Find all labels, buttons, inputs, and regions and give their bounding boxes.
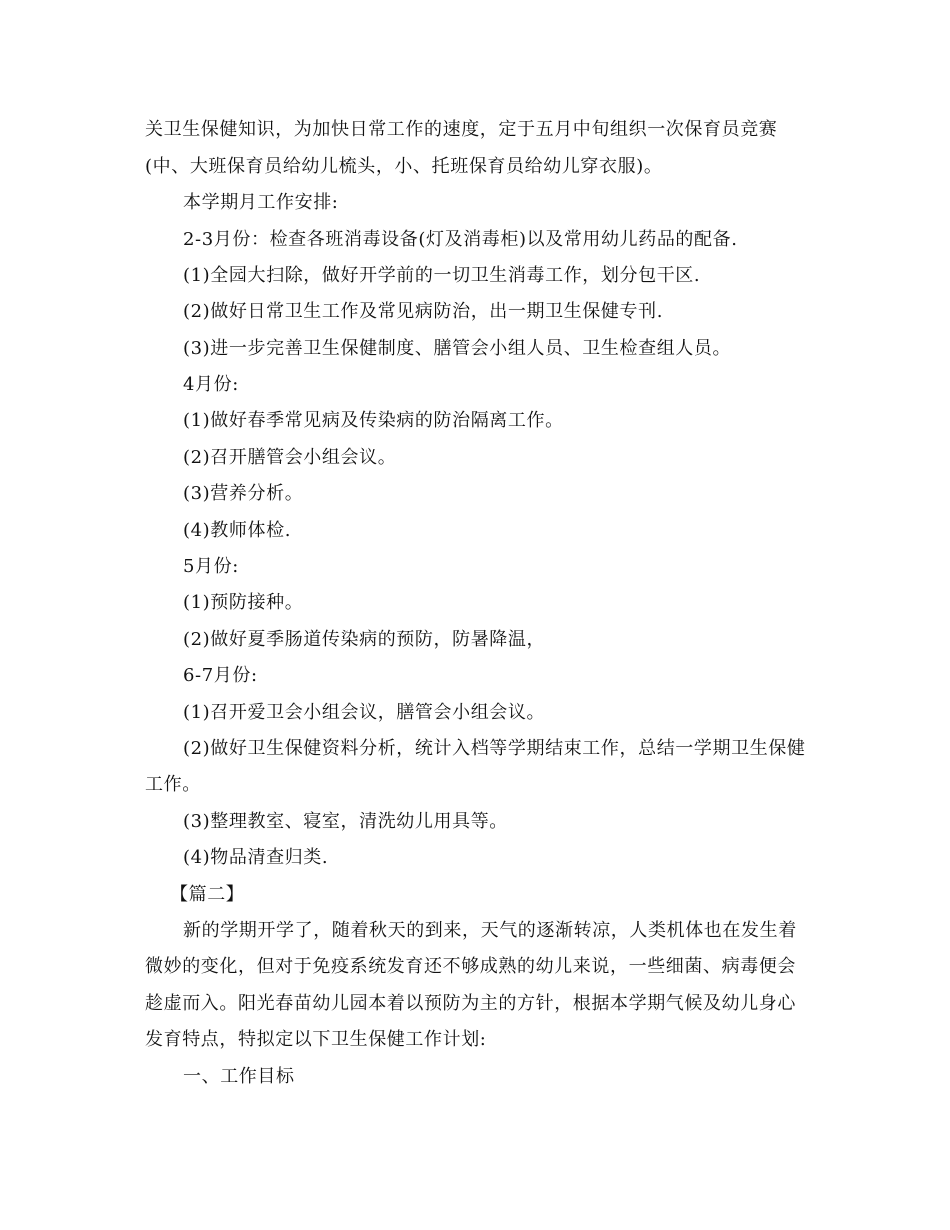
list-item: (1)预防接种。 <box>183 592 304 613</box>
list-item: (1)全园大扫除，做好开学前的一切卫生消毒工作，划分包干区. <box>183 265 701 286</box>
paragraph-line: (中、大班保育员给幼儿梳头，小、托班保育员给幼儿穿衣服)。 <box>145 156 663 177</box>
paragraph-line: 关卫生保健知识，为加快日常工作的速度，定于五月中旬组织一次保育员竞赛 <box>145 119 778 140</box>
paragraph-line: 趁虚而入。阳光春苗幼儿园本着以预防为主的方针，根据本学期气候及幼儿身心 <box>145 993 796 1014</box>
list-item: (2)做好卫生保健资料分析，统计入档等学期结束工作，总结一学期卫生保健 <box>183 738 806 759</box>
list-item: (4)教师体检. <box>183 520 292 541</box>
section-heading: 一、工作目标 <box>183 1066 295 1087</box>
list-item: (1)做好春季常见病及传染病的防治隔离工作。 <box>183 410 564 431</box>
list-item: (1)召开爱卫会小组会议，膳管会小组会议。 <box>183 702 546 723</box>
section-heading: 本学期月工作安排: <box>183 192 339 213</box>
list-item: (3)整理教室、寝室，清洗幼儿用具等。 <box>183 811 508 832</box>
list-item: (2)做好夏季肠道传染病的预防，防暑降温， <box>183 629 546 650</box>
month-heading: 2-3月份：检查各班消毒设备(灯及消毒柜)以及常用幼儿药品的配备. <box>183 229 738 250</box>
list-item-continuation: 工作。 <box>145 774 201 795</box>
month-heading: 5月份: <box>183 556 239 577</box>
paragraph-line: 微妙的变化，但对于免疫系统发育还不够成熟的幼儿来说，一些细菌、病毒便会 <box>145 956 796 977</box>
paragraph-line: 发育特点，特拟定以下卫生保健工作计划: <box>145 1029 487 1050</box>
part-heading: 【篇二】 <box>170 884 245 905</box>
paragraph-line: 新的学期开学了，随着秋天的到来，天气的逐渐转凉，人类机体也在发生着 <box>183 920 797 941</box>
list-item: (2)做好日常卫生工作及常见病防治，出一期卫生保健专刊. <box>183 301 664 322</box>
list-item: (2)召开膳管会小组会议。 <box>183 447 397 468</box>
list-item: (4)物品清查归类. <box>183 847 329 868</box>
list-item: (3)进一步完善卫生保健制度、膳管会小组人员、卫生检查组人员。 <box>183 338 732 359</box>
month-heading: 4月份: <box>183 374 239 395</box>
month-heading: 6-7月份: <box>183 665 258 686</box>
list-item: (3)营养分析。 <box>183 483 304 504</box>
